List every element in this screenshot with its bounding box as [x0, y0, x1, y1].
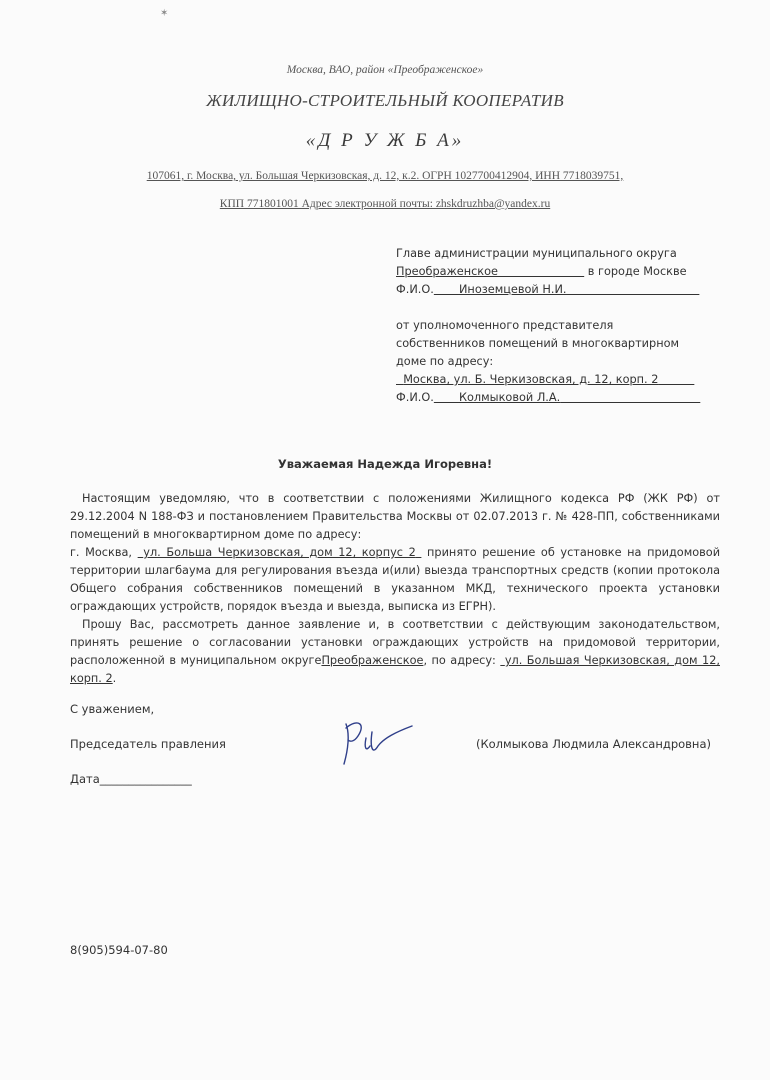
paragraph-2-rest: принято решение об установке на придомовой территории шлагбаума для регулирования въезда и(или) выезда транспортных средств (копии протокола Общего собрания собственников помещений в указанном МКД, технического проекта установки ограждающих устройств, порядок въезда и выезда, выписка из ЕГРН). [70, 546, 721, 613]
sender-address: Москва, ул. Б. Черкизовская, д. 12, корп. 2 [403, 373, 659, 386]
recipient-block [396, 245, 716, 299]
date-label: Дата [70, 772, 100, 786]
recipient-city: в городе Москве [587, 265, 687, 278]
closing-date [70, 772, 192, 786]
recipient-fio-value: Иноземцевой Н.И. [458, 283, 567, 296]
recipient-fio-label: Ф.И.О. [396, 283, 434, 296]
date-line: ________________ [99, 772, 192, 786]
closing-signee: (Колмыкова Людмила Александровна) [476, 737, 711, 751]
sender-fio-label: Ф.И.О. [396, 391, 434, 404]
sender-line2: собственников помещений в многоквартирном [396, 337, 680, 350]
paragraph-3-text2: , по адресу: [423, 654, 496, 667]
paragraph-1: Настоящим уведомляю, что в соответствии с положениями Жилищного кодекса РФ (ЖК РФ) от 29.12.2004 N 188-ФЗ и постановлением Правительства Москвы от 02.07.2013 г. № 428-ПП, собственниками помещений в многоквартирном доме по адресу: [70, 492, 720, 541]
header-org-type: ЖИЛИЩНО-СТРОИТЕЛЬНЫЙ КООПЕРАТИВ [206, 91, 564, 110]
recipient-district: Преображенское [396, 265, 498, 278]
recipient-line1: Главе администрации муниципального округа [396, 247, 677, 260]
sender-fio-line [396, 389, 716, 407]
paragraph-3-address: ул. Большая Черкизовская, дом 12, корп. 2 [70, 654, 720, 685]
sender-block [396, 317, 716, 407]
greeting: Уважаемая Надежда Игоревна! [277, 457, 493, 471]
header-address-line2: КПП 771801001 Адрес электронной почты: zhskdruzhba@yandex.ru [219, 198, 551, 210]
sender-line1: от уполномоченного представителя [396, 319, 614, 332]
recipient-district-line [396, 263, 716, 281]
closing-position: Председатель правления [70, 737, 226, 751]
scan-speck: ✶ [160, 8, 169, 19]
sender-fio-value: Колмыковой Л.А. [458, 391, 561, 404]
paragraph-2-prefix: г. Москва, [70, 546, 133, 559]
sender-line3: доме по адресу: [396, 355, 494, 368]
paragraph-3-text1: Прошу Вас, рассмотреть данное заявление и, в соответствии с действующим законодательством, принять решение о согласовании установки ограждающих устройств на придомовой территории, расположенной в муниципальном округе [70, 618, 720, 667]
closing-regards: С уважением, [70, 702, 155, 716]
header-address-line1: 107061, г. Москва, ул. Большая Черкизовская, д. 12, к.2. ОГРН 1027700412904, ИНН 7718039751, [146, 170, 624, 182]
phone-number: 8(905)594-07-80 [70, 943, 168, 957]
paragraph-2 [70, 544, 720, 616]
recipient-fio-line [396, 281, 716, 299]
header-location: Москва, ВАО, район «Преображенское» [286, 64, 484, 76]
paragraph-3-district: Преображенское [321, 654, 424, 667]
paragraph-3 [70, 616, 720, 688]
header-org-name: «Д Р У Ж Б А» [305, 130, 465, 151]
paragraph-2-address: ул. Больша Черкизовская, дом 12, корпус 2 [143, 546, 416, 559]
paragraph-3-end: . [112, 672, 117, 685]
sender-address-line [396, 371, 716, 389]
signature-image [336, 716, 426, 768]
